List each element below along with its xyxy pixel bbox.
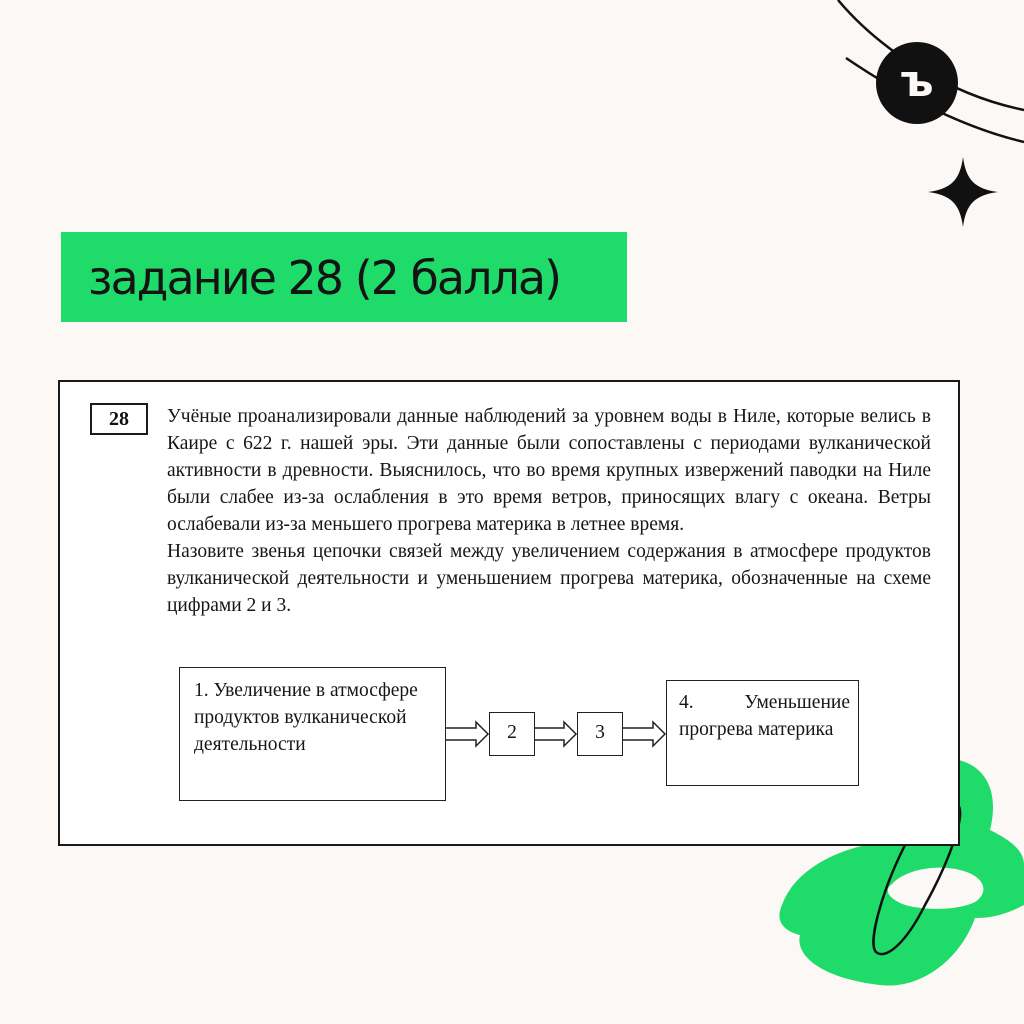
- diagram-box-3: 3: [577, 712, 623, 756]
- logo-letter: ъ: [900, 56, 934, 107]
- task-paragraph-question: Назовите звенья цепочки связей между увеличением содержания в атмосфере продуктов вулканической деятельности и уменьшением прогрева материка, обозначенные на схеме цифрами 2 и 3.: [167, 541, 931, 616]
- diagram-box-4: 4. Уменьшение прогрева материка: [666, 680, 859, 786]
- task-paragraph-context: Учёные проанализировали данные наблюдений за уровнем воды в Ниле, которые велись в Каире с 622 г. нашей эры. Эти данные были сопоставлены с периодами вулканической активности в древности. Выяснилось, что во время крупных извержений паводки на Ниле были слабее из-за ослабления в это время ветров, приносящих влагу с океана. Ветры ослабевали из-за меньшего прогрева материка в летнее время.: [167, 406, 931, 535]
- task-statement: [167, 403, 931, 619]
- task-number: 28: [90, 403, 148, 435]
- diagram-box-1: 1. Увеличение в атмосфере продуктов вулканической деятельности: [179, 667, 446, 801]
- diagram-box-2: 2: [489, 712, 535, 756]
- page-title: задание 28 (2 балла): [88, 251, 561, 305]
- sparkle-icon: [928, 157, 998, 227]
